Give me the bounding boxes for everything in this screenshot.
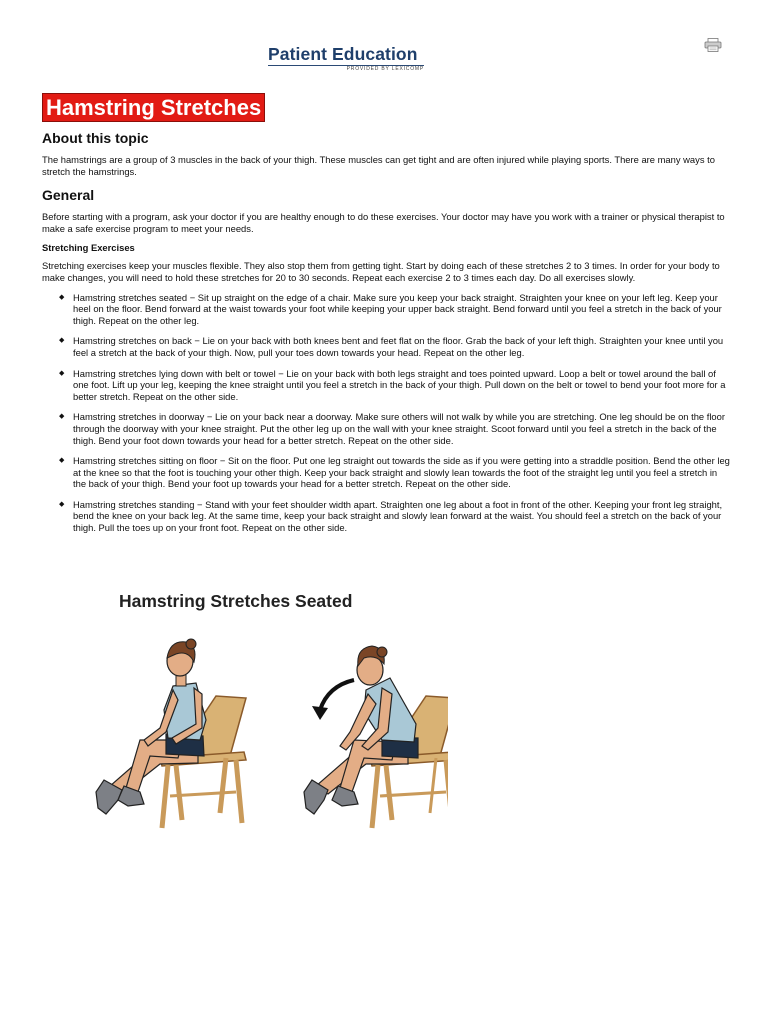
list-item — [42, 335, 730, 358]
bullet-icon: ◆ — [59, 337, 65, 345]
stretching-heading: Stretching Exercises — [42, 242, 135, 254]
exercise-text: Hamstring stretches on back − Lie on your back with both knees bent and feet flat on the floor. Grab the back of your left thigh. Straighten your knee until you feel a stretch at the back of your thigh. Now, pull your toes down towards your head. Repeat on the other leg. — [73, 335, 724, 358]
bullet-icon: ◆ — [59, 369, 65, 377]
bullet-icon: ◆ — [59, 293, 65, 301]
about-heading: About this topic — [42, 130, 149, 146]
logo-subtitle: PROVIDED BY LEXICOMP — [346, 66, 424, 72]
article-body — [42, 129, 730, 534]
page-title: Hamstring Stretches — [42, 93, 265, 122]
list-item — [42, 455, 730, 490]
exercise-text: Hamstring stretches seated − Sit up straight on the edge of a chair. Make sure you keep your back straight. Straighten your knee on your left leg. Keep your heel on the floor. Bend forward at the waist towards your foot while keeping your upper back straight. Bend forward until you feel a stretch in the back of your thigh. Repeat on the other leg. — [73, 291, 722, 326]
figure-sitting-upright — [96, 639, 246, 828]
patient-education-logo — [268, 44, 428, 73]
figure-title: Hamstring Stretches Seated — [119, 591, 353, 611]
figure-bending-forward — [304, 646, 448, 828]
exercise-text: Hamstring stretches in doorway − Lie on your back near a doorway. Make sure others will not walk by while you are stretching. One leg should be on the floor through the doorway with your knee straight. Put the other leg up on the wall with your knee straight. Scoot forward until you feel a stretch in the back of the thigh. Bend your foot down towards your head for a better stretch. Repeat on the other side. — [73, 411, 725, 446]
exercise-list — [42, 292, 730, 534]
general-text: Before starting with a program, ask your doctor if you are healthy enough to do these exercises. Your doctor may have you work with a trainer or physical therapist to make a safe exercise program to meet your needs. — [42, 211, 725, 234]
exercise-text: Hamstring stretches standing − Stand with your feet shoulder width apart. Straighten one leg about a foot in front of the other. Keeping your front leg straight, bend the knee on your back leg. At the same time, keep your back straight and slowly lean forward at the waist. You should feel a stretch on the back of your thigh. Pull the toes up on your front foot. Repeat on the other side. — [73, 498, 723, 534]
stretching-text: Stretching exercises keep your muscles flexible. They also stop them from getting tight. Start by doing each of these stretches 2 to 3 times. In order for your body to make changes, you will need to hold these stretches for 20 to 30 seconds. Repeat each exercise 2 to 3 times each day. Do all exercises slowly. — [42, 260, 720, 283]
forward-bend-arrow-icon — [312, 680, 354, 720]
bullet-icon: ◆ — [59, 457, 65, 465]
exercise-text: Hamstring stretches lying down with belt or towel − Lie on your back with both legs straight and toes pointed upward. Loop a belt or towel around the ball of one foot. Lift up your leg, keeping the knee straight until you feel a stretch in the back of your thigh. Pull down on the belt or towel to bend your foot more for a better stretch. Repeat on the other side. — [73, 367, 726, 402]
list-item — [42, 368, 730, 403]
about-text: The hamstrings are a group of 3 muscles in the back of your thigh. These muscles can get tight and are often injured while playing sports. There are many ways to stretch the hamstrings. — [42, 154, 715, 177]
list-item — [42, 292, 730, 327]
list-item — [42, 411, 730, 446]
bullet-icon: ◆ — [59, 413, 65, 421]
bullet-icon: ◆ — [59, 500, 65, 508]
list-item — [42, 499, 730, 534]
printer-icon[interactable] — [704, 38, 722, 52]
seated-stretch-illustration — [48, 628, 448, 833]
exercise-text: Hamstring stretches sitting on floor − Sit on the floor. Put one leg straight out towards the side as if you were getting into a straddle position. Bend the other leg at the knee so that the foot is touching your other thigh. Keep your back straight and slowly lean towards the foot of the straight leg until you feel a stretch in the back of your thigh. Bend your foot up towards your head for a better stretch. Repeat on the other side. — [73, 455, 730, 490]
logo-title: Patient Education — [268, 44, 418, 64]
general-heading: General — [42, 187, 95, 204]
